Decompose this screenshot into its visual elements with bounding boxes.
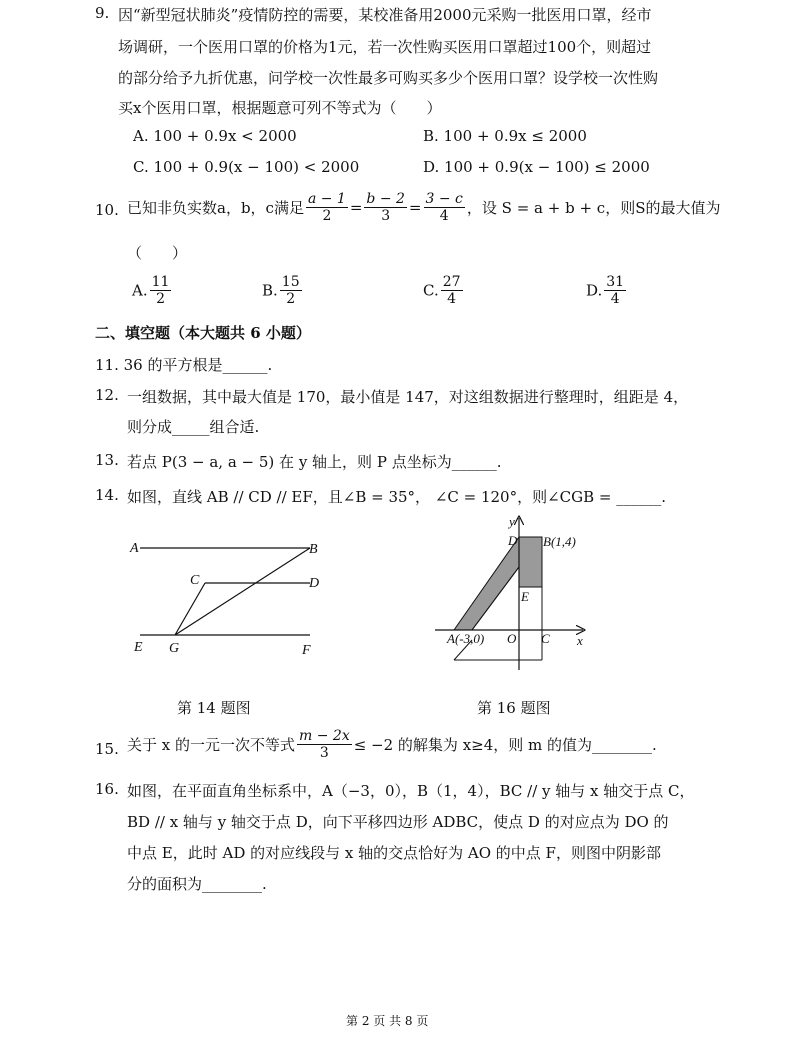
q15-number: 15. <box>95 740 119 758</box>
q10-option-a: A. $\frac{11}{2}$ <box>132 274 170 307</box>
q10-stem: 已知非负实数a，b，c满足 $\frac{a - 1}{2}$ = $\frac{b - 2}{3}$ = $\frac{3 - c}{4}$ ，设 S = a + b + c，则S的最大值为 <box>127 191 721 224</box>
q16-line-4: 分的面积为________. <box>127 875 267 893</box>
q16-line-1: 如图，在平面直角坐标系中，A（−3，0），B（1，4），BC // y 轴与 x 轴交于点 C， <box>127 782 695 800</box>
q10-text-b: ，设 S = a + b + c，则S的最大值为 <box>466 199 721 217</box>
q12-number: 12. <box>95 386 119 404</box>
q9-option-b: B. 100 + 0.9x ≤ 2000 <box>423 127 587 145</box>
label-c16: C <box>541 631 550 646</box>
q9-option-a: A. 100 + 0.9x < 2000 <box>133 127 297 145</box>
q12-line-1: 一组数据，其中最大值是 170，最小值是 147，对这组数据进行整理时，组距是 4， <box>127 388 689 406</box>
label-e: E <box>134 640 143 655</box>
label-d: D <box>309 576 320 591</box>
label-a16: A(-3,0) <box>447 631 485 646</box>
q13-text: 若点 P(3 − a, a − 5) 在 y 轴上，则 P 点坐标为______. <box>127 453 502 471</box>
q16-line-3: 中点 E，此时 AD 的对应线段与 x 轴的交点恰好为 AO 的中点 F，则图中阴影部 <box>127 844 661 862</box>
q10-text-a: 已知非负实数a，b，c满足 <box>127 199 304 217</box>
figure-16 <box>425 510 600 680</box>
label-o16: O <box>507 631 517 646</box>
q9-option-d: D. 100 + 0.9(x − 100) ≤ 2000 <box>423 158 650 176</box>
q10-fraction-b: $\frac{b - 2}{3}$ <box>366 191 405 224</box>
q11-text: 11. 36 的平方根是______. <box>95 356 273 374</box>
q9-line-3: 的部分给予九折优惠，问学校一次性最多可购买多少个医用口罩？设学校一次性购 <box>118 69 659 87</box>
q10-option-d: D. $\frac{31}{4}$ <box>586 274 625 307</box>
label-b: B <box>309 542 318 557</box>
page-footer: 第 2 页 共 8 页 <box>346 1014 429 1028</box>
figure-16-caption: 第 16 题图 <box>477 699 551 717</box>
label-c: C <box>190 573 200 588</box>
q14-number: 14. <box>95 486 119 504</box>
q13-number: 13. <box>95 451 119 469</box>
q14-text: 如图，直线 AB // CD // EF，且∠B = 35°， ∠C = 120°，则∠CGB = ______. <box>127 488 667 506</box>
q9-number: 9. <box>95 4 110 22</box>
q10-fraction-c: $\frac{3 - c}{4}$ <box>425 191 463 224</box>
shaded-parallelogram <box>454 537 519 630</box>
q15-fraction: $\frac{m - 2x}{3}$ <box>299 728 350 761</box>
q12-line-2: 则分成_____组合适. <box>127 418 260 436</box>
q9-line-4: 买x个医用口罩，根据题意可列不等式为（ ） <box>118 99 442 117</box>
segment-bg <box>175 548 310 635</box>
label-a: A <box>130 541 139 556</box>
shaded-rectangle <box>519 537 542 587</box>
q10-option-b: B. $\frac{15}{2}$ <box>262 274 300 307</box>
q15-stem: 关于 x 的一元一次不等式 $\frac{m - 2x}{3}$ ≤ −2 的解集为 x≥4，则 m 的值为________. <box>127 728 657 761</box>
label-d16: D <box>508 533 518 548</box>
section-heading-fill-in: 二、填空题（本大题共 6 小题） <box>95 324 311 342</box>
q9-line-1: 因“新型冠状肺炎”疫情防控的需要，某校准备用2000元采购一批医用口罩，经市 <box>118 6 652 24</box>
label-y: y <box>509 514 515 529</box>
label-x: x <box>577 633 583 648</box>
label-b16: B(1,4) <box>543 534 576 549</box>
q10-number: 10. <box>95 201 119 219</box>
q16-line-2: BD // x 轴与 y 轴交于点 D，向下平移四边形 ADBC，使点 D 的对应点为 DO 的 <box>127 813 669 831</box>
label-e16: E <box>521 589 529 604</box>
figure-14 <box>120 530 340 660</box>
q9-option-c: C. 100 + 0.9(x − 100) < 2000 <box>133 158 360 176</box>
label-g: G <box>169 641 180 656</box>
q16-number: 16. <box>95 780 119 798</box>
q9-line-2: 场调研，一个医用口罩的价格为1元，若一次性购买医用口罩超过100个，则超过 <box>118 38 652 56</box>
label-f: F <box>302 643 311 658</box>
q10-paren: （ ） <box>127 244 188 262</box>
figure-14-caption: 第 14 题图 <box>177 699 251 717</box>
q10-option-c: C. $\frac{27}{4}$ <box>423 274 461 307</box>
q10-fraction-a: $\frac{a - 1}{2}$ <box>307 191 346 224</box>
segment-cg <box>175 583 205 635</box>
